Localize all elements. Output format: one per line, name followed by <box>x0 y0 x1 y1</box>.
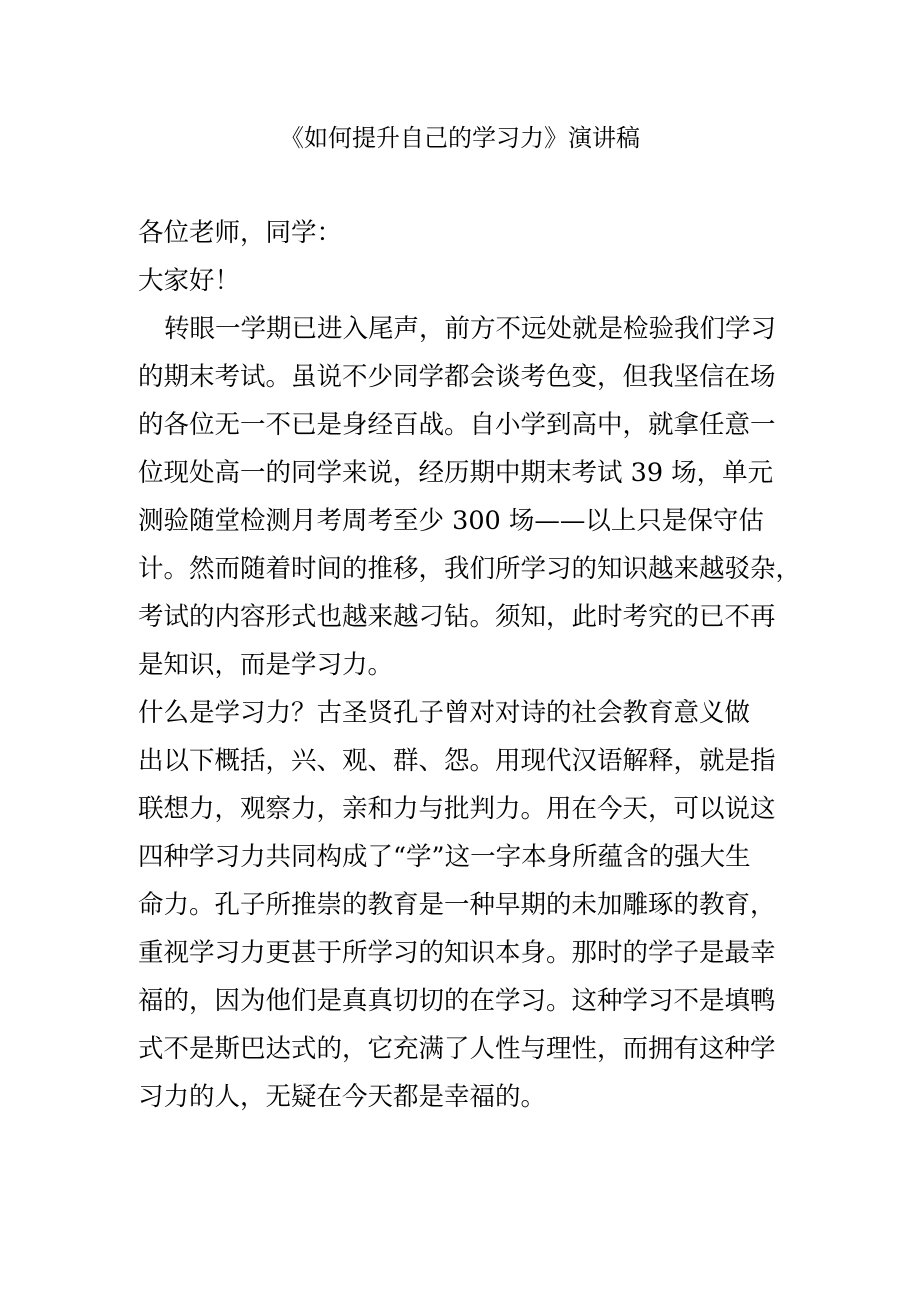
text-line: 出以下概括，兴、观、群、怨。用现代汉语解释，就是指 <box>138 746 776 776</box>
text-line: 大家好！ <box>138 266 241 296</box>
text-line: 测验随堂检测月考周考至少 300 场——以上只是保守估 <box>138 506 764 536</box>
text-line: 联想力，观察力，亲和力与批判力。用在今天，可以说这 <box>138 794 776 824</box>
text-line: 习力的人，无疑在今天都是幸福的。 <box>138 1082 547 1112</box>
text-line: 什么是学习力？古圣贤孔子曾对对诗的社会教育意义做 <box>138 698 751 728</box>
text-line: 重视学习力更甚于所学习的知识本身。那时的学子是最幸 <box>138 938 776 968</box>
text-line: 转眼一学期已进入尾声，前方不远处就是检验我们学习 <box>164 314 777 344</box>
text-line: 是知识，而是学习力。 <box>138 650 394 680</box>
text-line: 计。然而随着时间的推移，我们所学习的知识越来越驳杂， <box>138 554 802 584</box>
text-line: 的各位无一不已是身经百战。自小学到高中，就拿任意一 <box>138 410 776 440</box>
document-title: 《如何提升自己的学习力》演讲稿 <box>280 124 640 152</box>
text-line: 四种学习力共同构成了“学”这一字本身所蕴含的强大生 <box>138 842 751 872</box>
text-line: 的期末考试。虽说不少同学都会谈考色变，但我坚信在场 <box>138 362 776 392</box>
text-line: 福的，因为他们是真真切切的在学习。这种学习不是填鸭 <box>138 986 776 1016</box>
text-line: 各位老师，同学： <box>138 218 343 248</box>
text-line: 式不是斯巴达式的，它充满了人性与理性，而拥有这种学 <box>138 1034 776 1064</box>
text-line: 命力。孔子所推崇的教育是一种早期的未加雕琢的教育， <box>138 890 776 920</box>
text-line: 位现处高一的同学来说，经历期中期末考试 39 场，单元 <box>138 458 774 488</box>
text-line: 考试的内容形式也越来越刁钻。须知，此时考究的已不再 <box>138 602 776 632</box>
